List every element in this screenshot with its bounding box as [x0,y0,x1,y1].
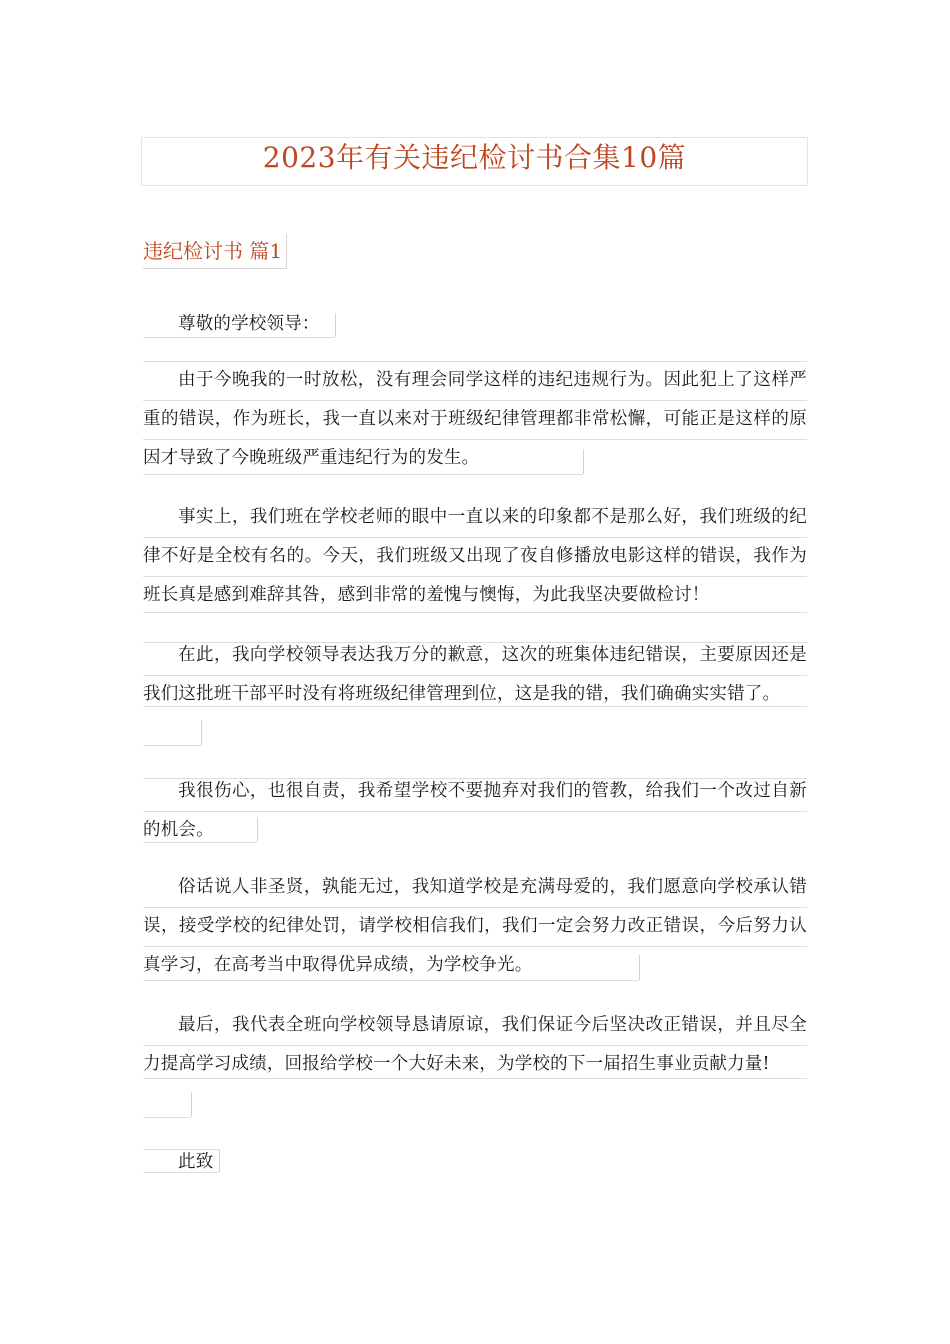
line-rule [143,745,201,746]
paragraph-1: 由于今晚我的一时放松，没有理会同学这样的违纪违规行为。因此犯上了这样严重的错误，作为班长，我一直以来对于班级纪律管理都非常松懈，可能正是这样的原因才导致了今晚班级严重违纪行为的发生。 [143,370,807,468]
paragraph-5: 俗话说人非圣贤，孰能无过，我知道学校是充满母爱的，我们愿意向学校承认错误，接受学校的纪律处罚，请学校相信我们，我们一定会努力改正错误，今后努力认真学习，在高考当中取得优异成绩，为学校争光。 [143,877,807,975]
paragraph-2: 事实上，我们班在学校老师的眼中一直以来的印象都不是那么好，我们班级的纪律不好是全校有名的。今天，我们班级又出现了夜自修播放电影这样的错误，我作为班长真是感到难辞其咎，感到非常的羞愧与懊悔，为此我坚决要做检讨！ [143,507,807,605]
document-title: 2023年有关违纪检讨书合集10篇 [141,137,808,186]
line-rule-end [201,720,202,745]
closing: 此致 [178,1152,214,1172]
line-rule [143,1117,191,1118]
paragraph-4: 我很伤心，也很自责，我希望学校不要抛弃对我们的管教，给我们一个改过自新的机会。 [143,781,807,840]
paragraph-3: 在此，我向学校领导表达我万分的歉意，这次的班集体违纪错误，主要原因还是我们这批班干部平时没有将班级纪律管理到位，这是我的错，我们确确实实错了。 [143,645,807,704]
salutation: 尊敬的学校领导： [178,314,320,334]
paragraph-6: 最后，我代表全班向学校领导恳请原谅，我们保证今后坚决改正错误，并且尽全力提高学习成绩，回报给学校一个大好未来，为学校的下一届招生事业贡献力量! [143,1015,807,1074]
line-rule-end [191,1092,192,1117]
section-heading: 违纪检讨书 篇1 [143,234,287,269]
